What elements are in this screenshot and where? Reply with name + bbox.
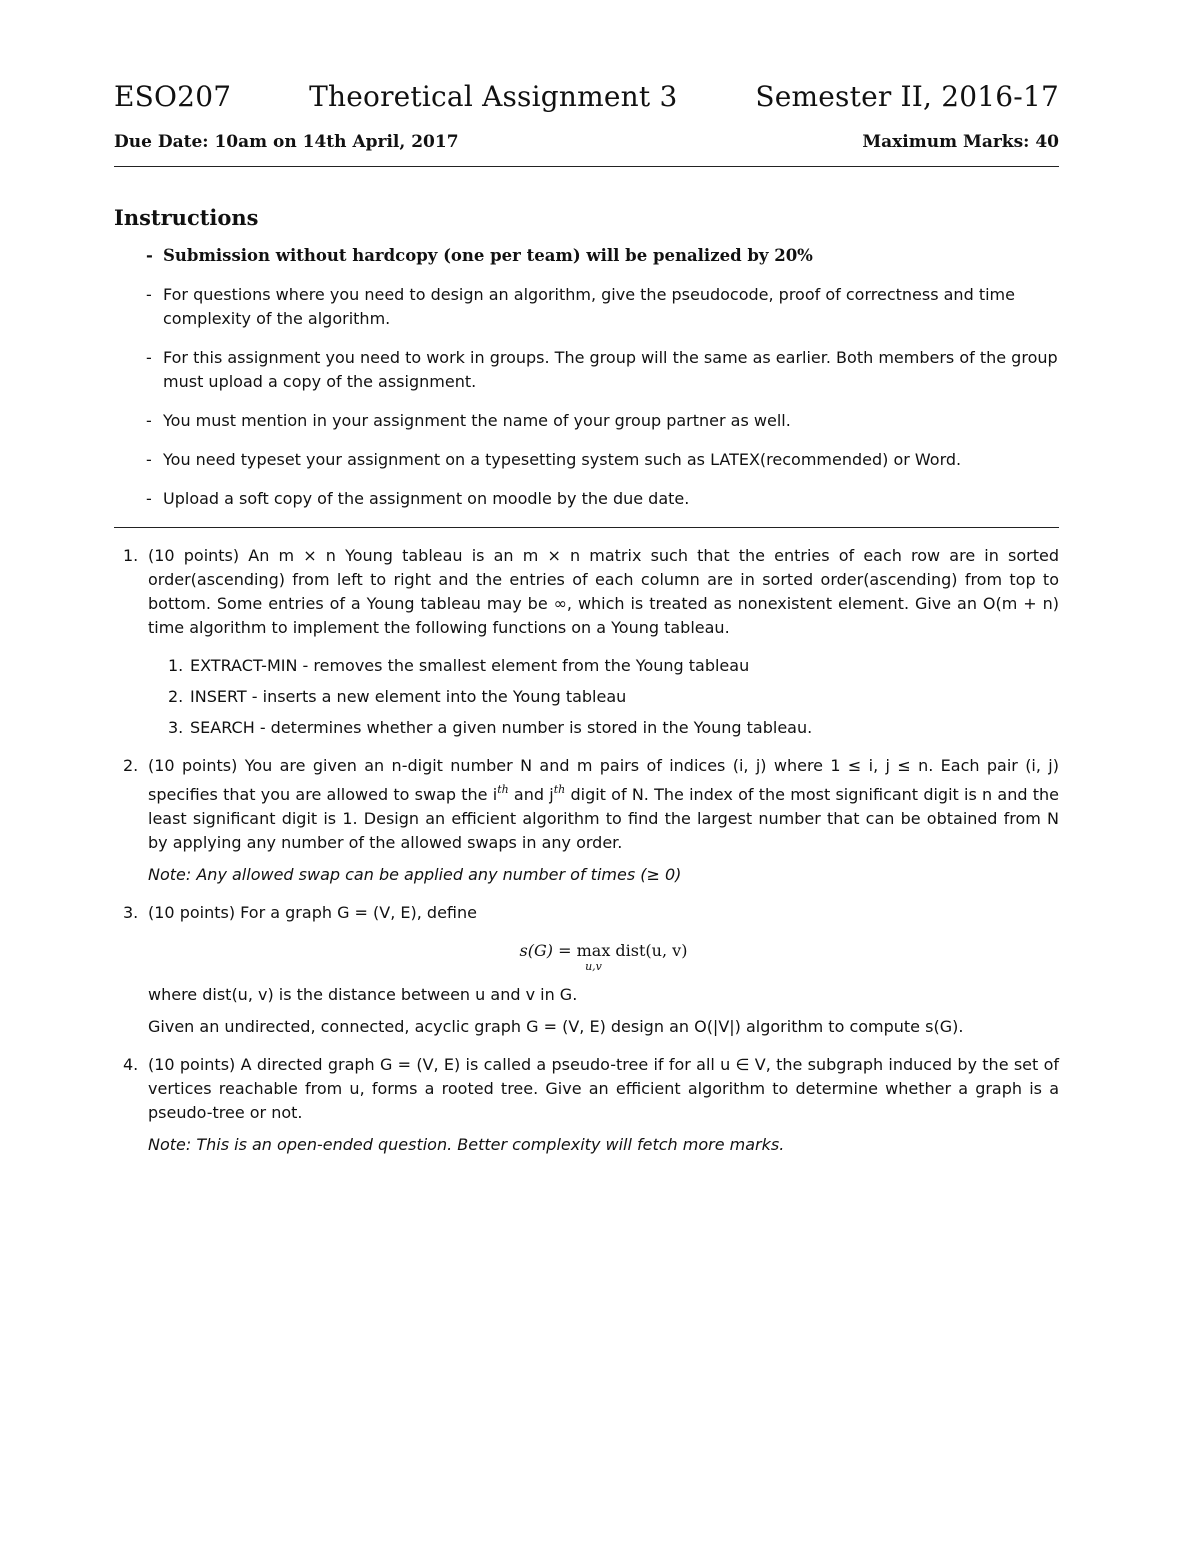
bullet-dash: - xyxy=(146,285,152,304)
question-number: 4. xyxy=(123,1055,139,1074)
formula-rhs: dist(u, v) xyxy=(610,941,688,960)
question-paragraph: where dist(u, v) is the distance between u and v in G. xyxy=(148,985,578,1004)
assignment-page xyxy=(114,80,1059,1171)
question-number: 1. xyxy=(123,546,139,565)
instruction-item: - Submission without hardcopy (one per team) will be penalized by 20% xyxy=(114,244,1059,268)
sub-list xyxy=(148,654,1059,740)
bullet-dash: - xyxy=(146,411,152,430)
question-list xyxy=(114,544,1059,1157)
sub-item: 1. EXTRACT-MIN - removes the smallest element from the Young tableau xyxy=(168,656,750,675)
formula-lhs: s(G) = xyxy=(519,941,577,960)
instruction-item: - You must mention in your assignment the name of your group partner as well. xyxy=(114,409,1059,433)
question-text: A directed graph G = (V, E) is called a pseudo-tree if for all u ∈ V, the subgraph induced by the set of vertices reachable from u, forms a rooted tree. Give an efficient algorithm to determine whether a graph is a pseudo-tree or not. xyxy=(148,1055,1059,1122)
question-paragraph: Given an undirected, connected, acyclic graph G = (V, E) design an O(|V|) algorithm to compute s(G). xyxy=(148,1017,964,1036)
question-note: Note: Any allowed swap can be applied any number of times (≥ 0) xyxy=(148,865,682,884)
question-number: 3. xyxy=(123,903,139,922)
bullet-dash: - xyxy=(146,489,152,508)
bullet-dash: - xyxy=(146,450,152,469)
formula-subscript: u,v xyxy=(585,960,602,973)
question-points: (10 points) xyxy=(148,756,238,775)
question-1 xyxy=(114,544,1059,740)
superscript-th: th xyxy=(497,783,509,796)
bullet-dash: - xyxy=(146,246,153,265)
sub-item: 3. SEARCH - determines whether a given number is stored in the Young tableau. xyxy=(168,718,813,737)
instructions-divider xyxy=(114,527,1059,528)
bullet-dash: - xyxy=(146,348,152,367)
formula-max: max u,v xyxy=(576,941,611,973)
superscript-th: th xyxy=(553,783,566,796)
subtitle-row xyxy=(114,132,1059,152)
assignment-title: Theoretical Assignment 3 xyxy=(309,80,678,113)
display-formula xyxy=(148,941,1059,973)
title-row xyxy=(114,80,1059,124)
instruction-item: - For questions where you need to design an algorithm, give the pseudocode, proof of correctness and time complexity of the algorithm. xyxy=(146,285,1015,328)
question-text: An m × n Young tableau is an m × n matrix such that the entries of each row are in sorted order(ascending) from left to right and the entries of each column are in sorted order(ascending) from top to bottom. Some entries of a Young tableau may be ∞, which is treated as nonexistent element. Give an O(m + n) time algorithm to implement the following functions on a Young tableau. xyxy=(148,546,1060,637)
question-4 xyxy=(114,1053,1059,1157)
question-points: (10 points) xyxy=(148,1055,236,1074)
question-text-c: digit of N. The index of the most significant digit is n and the least significant digit is 1. Design an efficient algorithm to find the largest number that can be obtained from N by applying any number of the allowed swaps in any order. xyxy=(148,785,1060,852)
instruction-item: - You need typeset your assignment on a typesetting system such as LATEX(recommended) or Word. xyxy=(114,448,1059,472)
header-divider xyxy=(114,166,1059,167)
sub-item: 2. INSERT - inserts a new element into the Young tableau xyxy=(168,687,627,706)
due-date: Due Date: 10am on 14th April, 2017 xyxy=(114,132,459,152)
question-text-a: You are given an n-digit number N and m pairs of indices (i, j) where 1 ≤ i, j ≤ n. Each pair (i, j) specifies that you are allowed to swap the i xyxy=(148,756,1059,804)
instruction-item: - For this assignment you need to work in groups. The group will the same as earlier. Both members of the group must upload a copy of the assignment. xyxy=(146,348,1058,391)
question-2 xyxy=(114,754,1059,887)
question-text-b: and j xyxy=(508,785,554,804)
question-3 xyxy=(114,901,1059,1039)
question-points: (10 points) xyxy=(148,903,236,922)
course-code: ESO207 xyxy=(114,80,232,113)
instructions-list xyxy=(114,244,1059,511)
instructions-heading: Instructions xyxy=(114,205,259,230)
semester: Semester II, 2016-17 xyxy=(755,80,1059,113)
question-number: 2. xyxy=(123,756,139,775)
question-note: Note: This is an open-ended question. Better complexity will fetch more marks. xyxy=(148,1135,785,1154)
question-points: (10 points) xyxy=(148,546,240,565)
max-marks: Maximum Marks: 40 xyxy=(862,132,1059,152)
instruction-item: - Upload a soft copy of the assignment on moodle by the due date. xyxy=(114,487,1059,511)
question-text: For a graph G = (V, E), define xyxy=(240,903,477,922)
